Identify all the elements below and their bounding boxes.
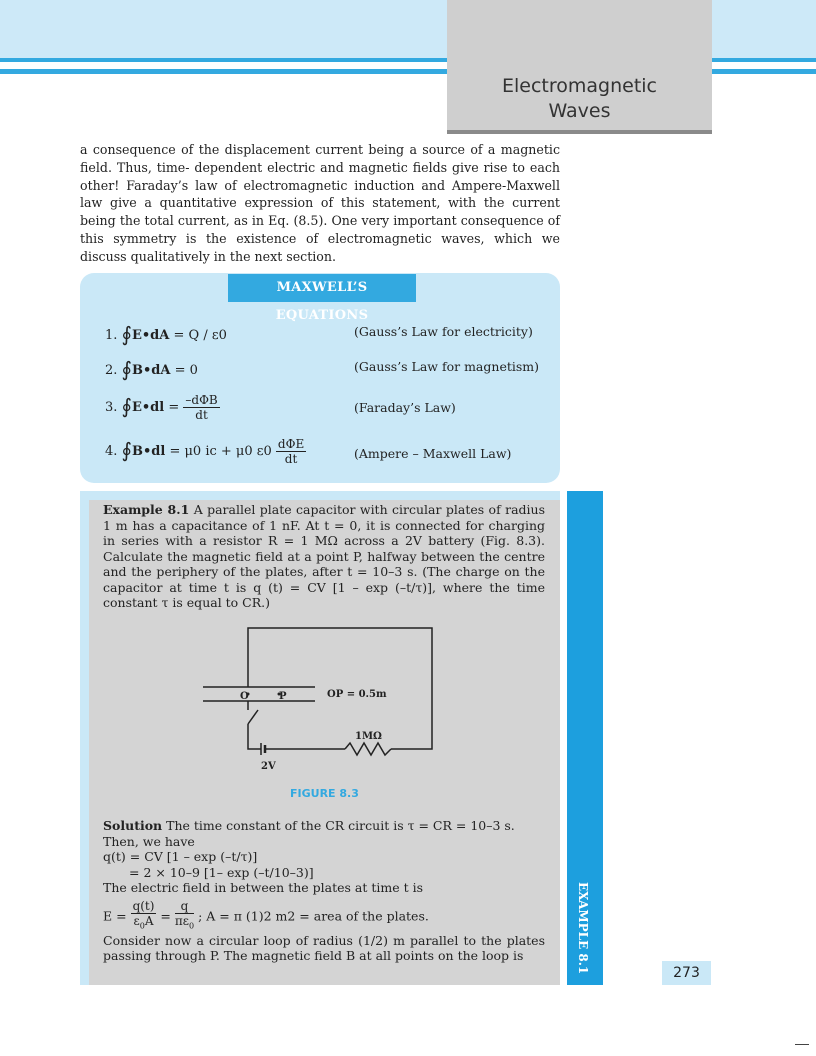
chapter-title-shadow xyxy=(447,130,712,134)
switch xyxy=(248,710,258,724)
circuit-diagram xyxy=(195,624,440,774)
fraction-denominator: dt xyxy=(195,408,208,422)
equation-fraction xyxy=(175,899,194,933)
fraction-numerator: –dΦB xyxy=(185,393,218,407)
equation-rhs: = μ0 ic + μ0 ε0 xyxy=(169,444,272,459)
label-o: O xyxy=(240,691,249,702)
fraction-numerator: dΦE xyxy=(277,437,305,451)
page-number: 273 xyxy=(662,961,711,985)
example-side-label-text: EXAMPLE 8.1 xyxy=(576,882,590,975)
equation-lhs: E•dA xyxy=(131,328,170,343)
chapter-title xyxy=(447,74,712,124)
equation-rhs: = 0 xyxy=(174,363,198,378)
corner-mark xyxy=(795,1044,809,1045)
fraction-denominator: $\pi\varepsilon_0$ xyxy=(174,913,195,930)
figure-caption: FIGURE 8.3 xyxy=(290,787,359,800)
equation-lhs: B•dA xyxy=(131,363,171,378)
law-name: (Ampere – Maxwell Law) xyxy=(354,446,512,461)
solution-line: = 2 × 10–9 [1– exp (–t/10–3)] xyxy=(129,864,314,880)
label-op: OP = 0.5m xyxy=(327,689,387,700)
fraction-numerator: q xyxy=(175,899,194,914)
fraction-numerator: q(t) xyxy=(132,898,155,913)
label-p: P xyxy=(279,691,287,702)
equation-fraction xyxy=(131,899,157,933)
equation-fraction xyxy=(276,437,306,466)
equation-lhs: E•dl xyxy=(131,400,165,415)
contour-integral-icon: ∮ xyxy=(121,322,132,346)
law-name: (Gauss’s Law for electricity) xyxy=(354,324,533,339)
solution-equation-tail: ; A = π (1)2 m2 = area of the plates. xyxy=(198,907,429,923)
solution-line: q(t) = CV [1 – exp (–t/τ)] xyxy=(103,849,258,864)
contour-integral-icon: ∮ xyxy=(121,438,132,462)
solution-label: Solution xyxy=(103,818,163,833)
equation-symbol: E = xyxy=(103,907,127,923)
law-name: (Faraday’s Law) xyxy=(354,400,456,415)
equation-number: 1. xyxy=(105,328,118,343)
equation-2 xyxy=(105,355,198,379)
solution-equation xyxy=(103,899,545,933)
solution xyxy=(103,818,545,964)
fraction-denominator: $\varepsilon_0A$ xyxy=(133,913,154,930)
solution-line xyxy=(103,818,545,849)
example-label: Example 8.1 xyxy=(103,502,190,517)
label-resistor: 1MΩ xyxy=(355,731,382,742)
equation-fraction xyxy=(183,393,219,422)
example-statement xyxy=(103,502,545,611)
equation-number: 4. xyxy=(105,444,118,459)
example-statement-text: A parallel plate capacitor with circular plates of radius 1 m has a capacitance of 1 nF. At t = 0, it is connected for charging in series with a resistor R = 1 MΩ across a 2V battery (Fig. 8.3). Calculate the magnetic field at a point P, halfway between the centre and the periphery of the plates, after t = 10–3 s. (The charge on the capacitor at time t is q (t) = CV [1 – exp (–t/τ)], where the time constant τ is equal to CR.) xyxy=(103,502,545,610)
fraction-denominator: dt xyxy=(284,452,298,466)
intro-paragraph: a consequence of the displacement current being a source of a magnetic field. Thus, time- dependent electric and magnetic fields give rise to each other! Faraday’s law of electromagnetic induction and Ampere-Maxwell law give a quantitative expression of this statement, with the current being the total current, as in Eq. (8.5). One very important consequence of this symmetry is the existence of electromagnetic waves, which we discuss qualitatively in the next section. xyxy=(80,142,560,264)
equation-4 xyxy=(105,436,306,466)
solution-line: Consider now a circular loop of radius (1/2) m parallel to the plates passing through P. The magnetic field B at all points on the loop is xyxy=(103,932,545,963)
equation-number: 2. xyxy=(105,363,118,378)
law-name: (Gauss’s Law for magnetism) xyxy=(354,359,540,374)
solution-text: The time constant of the CR circuit is τ = CR = 10–3 s. Then, we have xyxy=(103,818,515,849)
equation-rhs: = Q / ε0 xyxy=(173,328,227,343)
circuit-wire xyxy=(248,724,261,749)
chapter-title-line: Electromagnetic xyxy=(501,75,657,97)
contour-integral-icon: ∮ xyxy=(121,394,132,418)
equation-1 xyxy=(105,320,227,344)
equation-lhs: B•dl xyxy=(131,444,166,459)
equation-symbol: = xyxy=(160,907,171,923)
maxwell-box-title-text: MAXWELL’S EQUATIONS xyxy=(275,280,369,323)
resistor xyxy=(345,743,391,755)
label-battery: 2V xyxy=(261,761,276,772)
solution-line: The electric field in between the plates at time t is xyxy=(103,880,424,895)
example-box-border xyxy=(80,491,560,500)
equation-3: 3. ∮E•dl = $\frac{\text{–dΦB}}{dt}$ xyxy=(105,393,218,422)
example-side-label xyxy=(567,876,603,976)
maxwell-box-title xyxy=(228,274,416,323)
equation-number: 3. xyxy=(105,400,118,415)
chapter-title-line: Waves xyxy=(548,100,611,122)
example-box-border xyxy=(80,491,89,985)
contour-integral-icon: ∮ xyxy=(121,357,132,381)
